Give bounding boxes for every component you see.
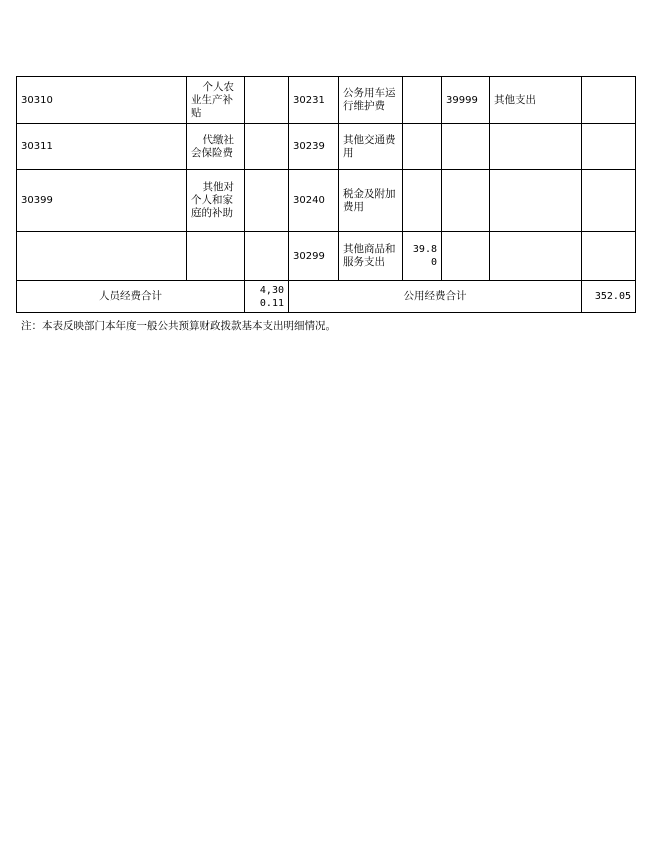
other-code-cell <box>442 170 490 232</box>
personnel-name-cell: 个人农业生产补贴 <box>187 77 245 124</box>
public-code-cell: 30239 <box>289 124 339 170</box>
table-row <box>17 170 636 232</box>
personnel-total-value: 4,300.11 <box>245 281 289 313</box>
public-code-cell: 30240 <box>289 170 339 232</box>
table-row <box>17 232 636 281</box>
other-code-cell <box>442 124 490 170</box>
public-amount-cell: 39.80 <box>403 232 442 281</box>
personnel-name-cell <box>187 232 245 281</box>
personnel-amount-cell <box>245 77 289 124</box>
personnel-code-cell <box>17 232 187 281</box>
personnel-amount-cell <box>245 232 289 281</box>
totals-row <box>17 281 636 313</box>
personnel-total-label: 人员经费合计 <box>17 281 245 313</box>
public-total-value: 352.05 <box>582 281 636 313</box>
personnel-name-cell: 其他对个人和家庭的补助 <box>187 170 245 232</box>
other-name-cell: 其他支出 <box>490 77 582 124</box>
personnel-code-cell: 30399 <box>17 170 187 232</box>
other-amount-cell <box>582 124 636 170</box>
personnel-amount-cell <box>245 124 289 170</box>
public-total-label: 公用经费合计 <box>289 281 582 313</box>
other-amount-cell <box>582 232 636 281</box>
personnel-amount-cell <box>245 170 289 232</box>
personnel-code-cell: 30311 <box>17 124 187 170</box>
other-name-cell <box>490 170 582 232</box>
other-code-cell: 39999 <box>442 77 490 124</box>
public-amount-cell <box>403 124 442 170</box>
public-name-cell: 其他商品和服务支出 <box>339 232 403 281</box>
other-name-cell <box>490 124 582 170</box>
public-amount-cell <box>403 77 442 124</box>
basic-expenditure-table <box>16 76 636 313</box>
public-code-cell: 30231 <box>289 77 339 124</box>
personnel-code-cell: 30310 <box>17 77 187 124</box>
personnel-name-cell: 代缴社会保险费 <box>187 124 245 170</box>
other-code-cell <box>442 232 490 281</box>
public-code-cell: 30299 <box>289 232 339 281</box>
table-row <box>17 77 636 124</box>
table-row <box>17 124 636 170</box>
other-name-cell <box>490 232 582 281</box>
public-name-cell: 其他交通费用 <box>339 124 403 170</box>
other-amount-cell <box>582 77 636 124</box>
public-name-cell: 公务用车运行维护费 <box>339 77 403 124</box>
other-amount-cell <box>582 170 636 232</box>
public-amount-cell <box>403 170 442 232</box>
table-footnote: 注：本表反映部门本年度一般公共预算财政拨款基本支出明细情况。 <box>21 320 336 332</box>
public-name-cell: 税金及附加费用 <box>339 170 403 232</box>
